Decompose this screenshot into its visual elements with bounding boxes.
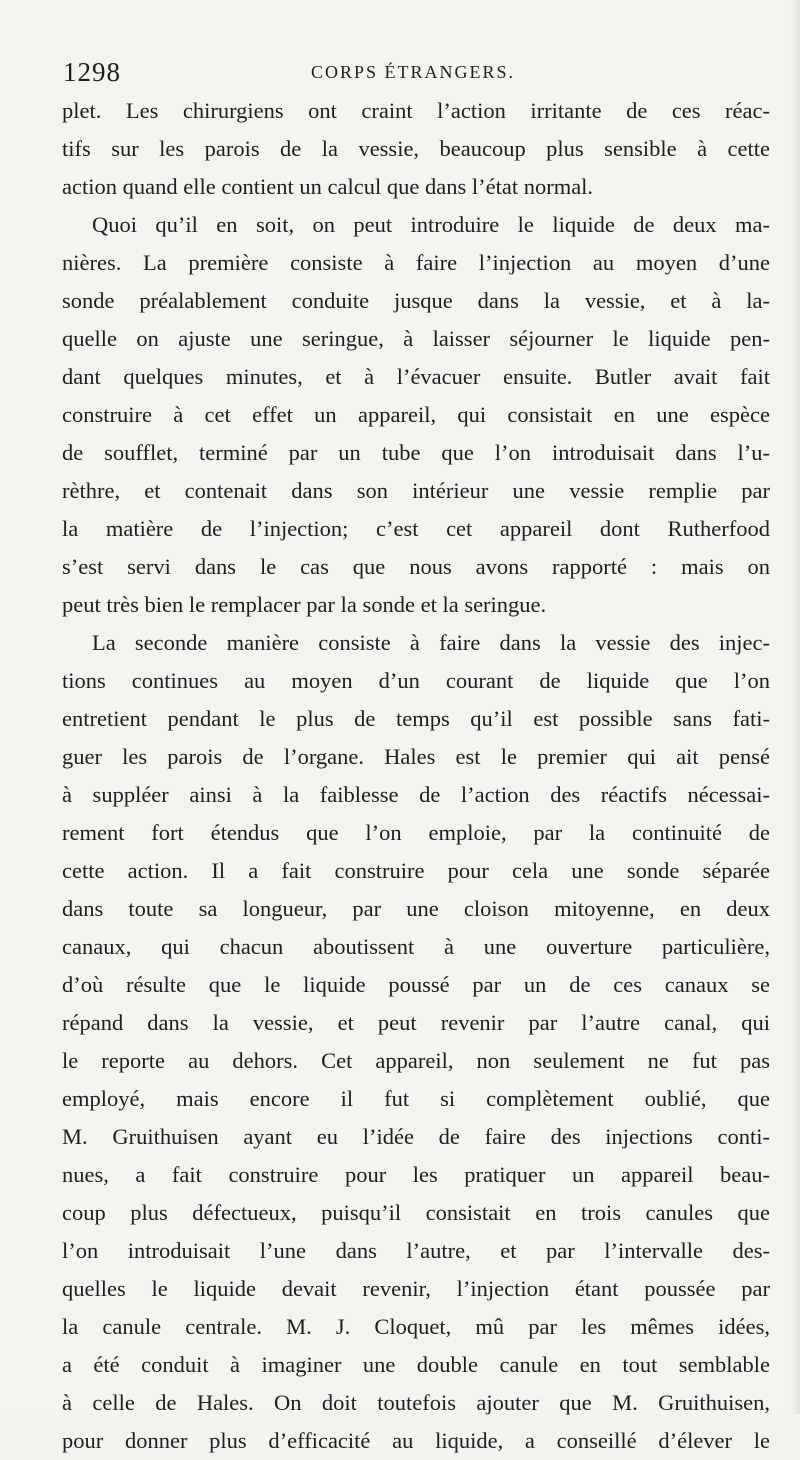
text-line: la canule centrale. M. J. Cloquet, mû par les mêmes idées, bbox=[62, 1314, 770, 1339]
text-line: l’on introduisait l’une dans l’autre, et par l’intervalle des- bbox=[62, 1238, 770, 1263]
text-line: sonde préalablement conduite jusque dans la vessie, et à la- bbox=[62, 288, 770, 313]
text-line: rement fort étendus que l’on emploie, par la continuité de bbox=[62, 820, 770, 845]
text-line: cette action. Il a fait construire pour cela une sonde séparée bbox=[62, 858, 770, 883]
text-line: nières. La première consiste à faire l’injection au moyen d’une bbox=[62, 250, 770, 275]
text-line: a été conduit à imaginer une double canule en tout semblable bbox=[62, 1352, 770, 1377]
text-line: guer les parois de l’organe. Hales est le premier qui ait pensé bbox=[62, 744, 770, 769]
text-line: Quoi qu’il en soit, on peut introduire le liquide de deux ma- bbox=[92, 212, 770, 237]
body-text bbox=[62, 92, 770, 1460]
text-line: action quand elle contient un calcul que dans l’état normal. bbox=[62, 174, 594, 199]
text-line: dans toute sa longueur, par une cloison mitoyenne, en deux bbox=[62, 896, 770, 921]
text-line: coup plus défectueux, puisqu’il consistait en trois canules que bbox=[62, 1200, 770, 1225]
text-line: quelles le liquide devait revenir, l’injection étant poussée par bbox=[62, 1276, 770, 1301]
text-line: La seconde manière consiste à faire dans la vessie des injec- bbox=[92, 630, 770, 655]
page-header bbox=[63, 57, 763, 91]
text-line: entretient pendant le plus de temps qu’il est possible sans fati- bbox=[62, 706, 770, 731]
text-line: tifs sur les parois de la vessie, beaucoup plus sensible à cette bbox=[62, 136, 770, 161]
text-line: le reporte au dehors. Cet appareil, non seulement ne fut pas bbox=[62, 1048, 770, 1073]
text-line: quelle on ajuste une seringue, à laisser séjourner le liquide pen- bbox=[62, 326, 770, 351]
text-line: construire à cet effet un appareil, qui consistait en une espèce bbox=[62, 402, 770, 427]
running-head: CORPS ÉTRANGERS. bbox=[310, 62, 516, 82]
text-line: s’est servi dans le cas que nous avons rapporté : mais on bbox=[62, 554, 770, 579]
text-line: de soufflet, terminé par un tube que l’on introduisait dans l’u- bbox=[62, 440, 770, 465]
text-line: nues, a fait construire pour les pratiquer un appareil beau- bbox=[62, 1162, 770, 1187]
text-line: employé, mais encore il fut si complètement oublié, que bbox=[62, 1086, 770, 1111]
text-line: pour donner plus d’efficacité au liquide, a conseillé d’élever le bbox=[62, 1428, 770, 1453]
text-line: à celle de Hales. On doit toutefois ajouter que M. Gruithuisen, bbox=[62, 1390, 770, 1415]
text-line: tions continues au moyen d’un courant de liquide que l’on bbox=[62, 668, 770, 693]
text-line: rèthre, et contenait dans son intérieur une vessie remplie par bbox=[62, 478, 770, 503]
text-line: peut très bien le remplacer par la sonde et la seringue. bbox=[62, 592, 547, 617]
text-line: à suppléer ainsi à la faiblesse de l’action des réactifs nécessai- bbox=[62, 782, 770, 807]
text-line: répand dans la vessie, et peut revenir par l’autre canal, qui bbox=[62, 1010, 770, 1035]
text-line: plet. Les chirurgiens ont craint l’action irritante de ces réac- bbox=[62, 98, 770, 123]
text-line: la matière de l’injection; c’est cet appareil dont Rutherfood bbox=[62, 516, 770, 541]
page-edge-shadow bbox=[790, 0, 800, 1414]
text-line: M. Gruithuisen ayant eu l’idée de faire des injections conti- bbox=[62, 1124, 770, 1149]
page-number: 1298 bbox=[63, 57, 121, 87]
text-line: canaux, qui chacun aboutissent à une ouverture particulière, bbox=[62, 934, 770, 959]
text-line: d’où résulte que le liquide poussé par un de ces canaux se bbox=[62, 972, 770, 997]
text-line: dant quelques minutes, et à l’évacuer ensuite. Butler avait fait bbox=[62, 364, 770, 389]
